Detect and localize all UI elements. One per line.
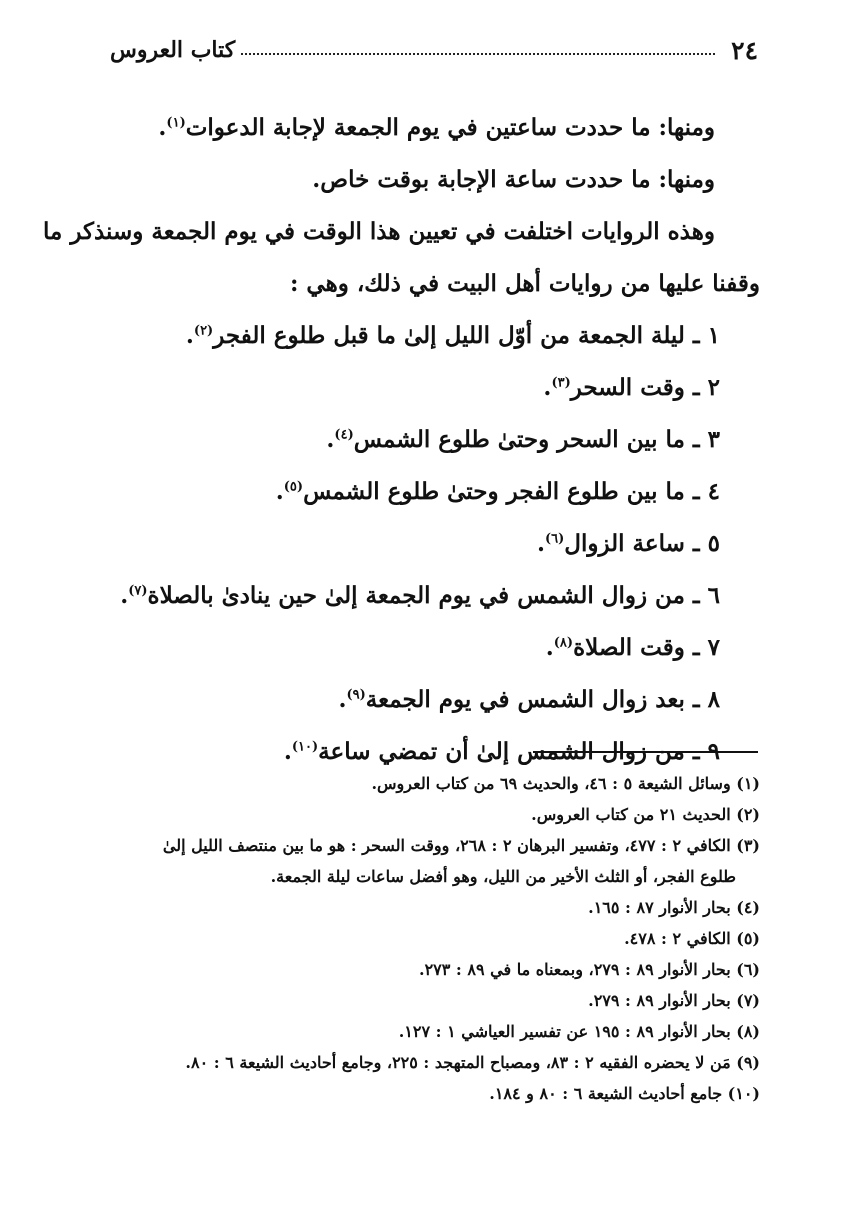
- paragraph-text: ٩ ـ من زوال الشمس إلىٰ أن تمضي ساعة: [318, 738, 720, 765]
- paragraph: [100, 102, 760, 154]
- paragraph-text: ١ ـ ليلة الجمعة من أوّل الليل إلىٰ ما قبل طلوع الفجر: [213, 322, 720, 349]
- footnote-line: (٨) بحار الأنوار ٨٩ : ١٩٥ عن تفسير العياشي ١ : ١٢٧.: [398, 1022, 760, 1041]
- footnote-marker: (٦): [544, 531, 565, 547]
- paragraph-text: ٨ ـ بعد زوال الشمس في يوم الجمعة: [365, 686, 720, 713]
- footnote-marker: (٧): [128, 583, 148, 599]
- header-dot-leader: [241, 53, 715, 55]
- paragraph-end-mark: .: [536, 530, 545, 557]
- footnote-line: (٣) الكافي ٢ : ٤٧٧، وتفسير البرهان ٢ : ٢٦٨، ووقت السحر : هو ما بين منتصف الليل إلىٰ: [162, 836, 760, 855]
- footnotes: [100, 768, 760, 1109]
- paragraph: [43, 206, 760, 258]
- paragraph-text: وهذه الروايات اختلفت في تعيين هذا الوقت في يوم الجمعة وسنذكر ما: [43, 218, 715, 245]
- footnote-marker: (٨): [553, 635, 574, 651]
- footnote-marker: (١٠): [291, 739, 319, 755]
- paragraph-text: ٤ ـ ما بين طلوع الفجر وحتىٰ طلوع الشمس: [303, 478, 720, 505]
- paragraph-text: ٧ ـ وقت الصلاة: [573, 634, 720, 661]
- footnote-line: طلوع الفجر، أو الثلث الأخير من الليل، وهو أفضل ساعات ليلة الجمعة.: [270, 867, 736, 886]
- list-item: [100, 518, 760, 570]
- list-item: [100, 674, 760, 726]
- main-text: [43, 102, 760, 778]
- paragraph-end-mark: .: [545, 634, 554, 661]
- paragraph-text: ٣ ـ ما بين السحر وحتىٰ طلوع الشمس: [353, 426, 720, 453]
- paragraph-end-mark: .: [283, 738, 292, 765]
- page-number: ٢٤: [731, 35, 758, 65]
- paragraph-text: وقفنا عليها من روايات أهل البيت في ذلك، وهي :: [289, 270, 760, 297]
- paragraph-end-mark: .: [543, 374, 552, 401]
- paragraph-end-mark: .: [338, 686, 347, 713]
- footnote-line: (٢) الحديث ٢١ من كتاب العروس.: [531, 805, 760, 824]
- footnote-line: (٩) مَن لا يحضره الفقيه ٢ : ٨٣، ومصباح المتهجد : ٢٢٥، وجامع أحاديث الشيعة ٦ : ٨٠.: [185, 1053, 760, 1072]
- footnote-separator: [533, 751, 758, 753]
- footnote-line: (١٠) جامع أحاديث الشيعة ٦ : ٨٠ و ١٨٤.: [489, 1084, 760, 1103]
- footnote-marker: (٥): [283, 479, 304, 495]
- footnote-marker: (٢): [193, 323, 214, 339]
- paragraph-text: ومنها: ما حددت ساعة الإجابة بوقت خاص.: [312, 166, 715, 193]
- paragraph-end-mark: .: [326, 426, 335, 453]
- footnote-marker: (٤): [334, 427, 354, 443]
- footnote-marker: (٣): [551, 375, 571, 391]
- list-item: [100, 622, 760, 674]
- paragraph-end-mark: .: [158, 114, 167, 141]
- footnote-line: (٧) بحار الأنوار ٨٩ : ٢٧٩.: [588, 991, 760, 1010]
- paragraph-text: ومنها: ما حددت ساعتين في يوم الجمعة لإجابة الدعوات: [185, 114, 715, 141]
- paragraph: [100, 258, 760, 310]
- running-title: كتاب العروس: [110, 37, 236, 63]
- paragraph-text: ٦ ـ من زوال الشمس في يوم الجمعة إلىٰ حين ينادىٰ بالصلاة: [147, 582, 720, 609]
- footnote-line: (٤) بحار الأنوار ٨٧ : ١٦٥.: [588, 898, 760, 917]
- footnote-line: (٥) الكافي ٢ : ٤٧٨.: [624, 929, 760, 948]
- paragraph-text: ٢ ـ وقت السحر: [570, 374, 720, 401]
- paragraph-end-mark: .: [275, 478, 284, 505]
- paragraph-text: ٥ ـ ساعة الزوال: [564, 530, 720, 557]
- footnote-line: (١) وسائل الشيعة ٥ : ٤٦، والحديث ٦٩ من كتاب العروس.: [371, 774, 760, 793]
- paragraph-end-mark: .: [120, 582, 129, 609]
- paragraph-end-mark: .: [185, 322, 194, 349]
- running-header: [110, 30, 758, 70]
- footnote-marker: (١): [166, 115, 186, 131]
- footnote-line: (٦) بحار الأنوار ٨٩ : ٢٧٩، وبمعناه ما في ٨٩ : ٢٧٣.: [418, 960, 760, 979]
- list-item: [100, 310, 760, 362]
- list-item: [100, 466, 760, 518]
- paragraph: [100, 154, 760, 206]
- list-item: [100, 362, 760, 414]
- list-item: [100, 570, 760, 622]
- list-item: [100, 414, 760, 466]
- footnote-marker: (٩): [346, 687, 366, 703]
